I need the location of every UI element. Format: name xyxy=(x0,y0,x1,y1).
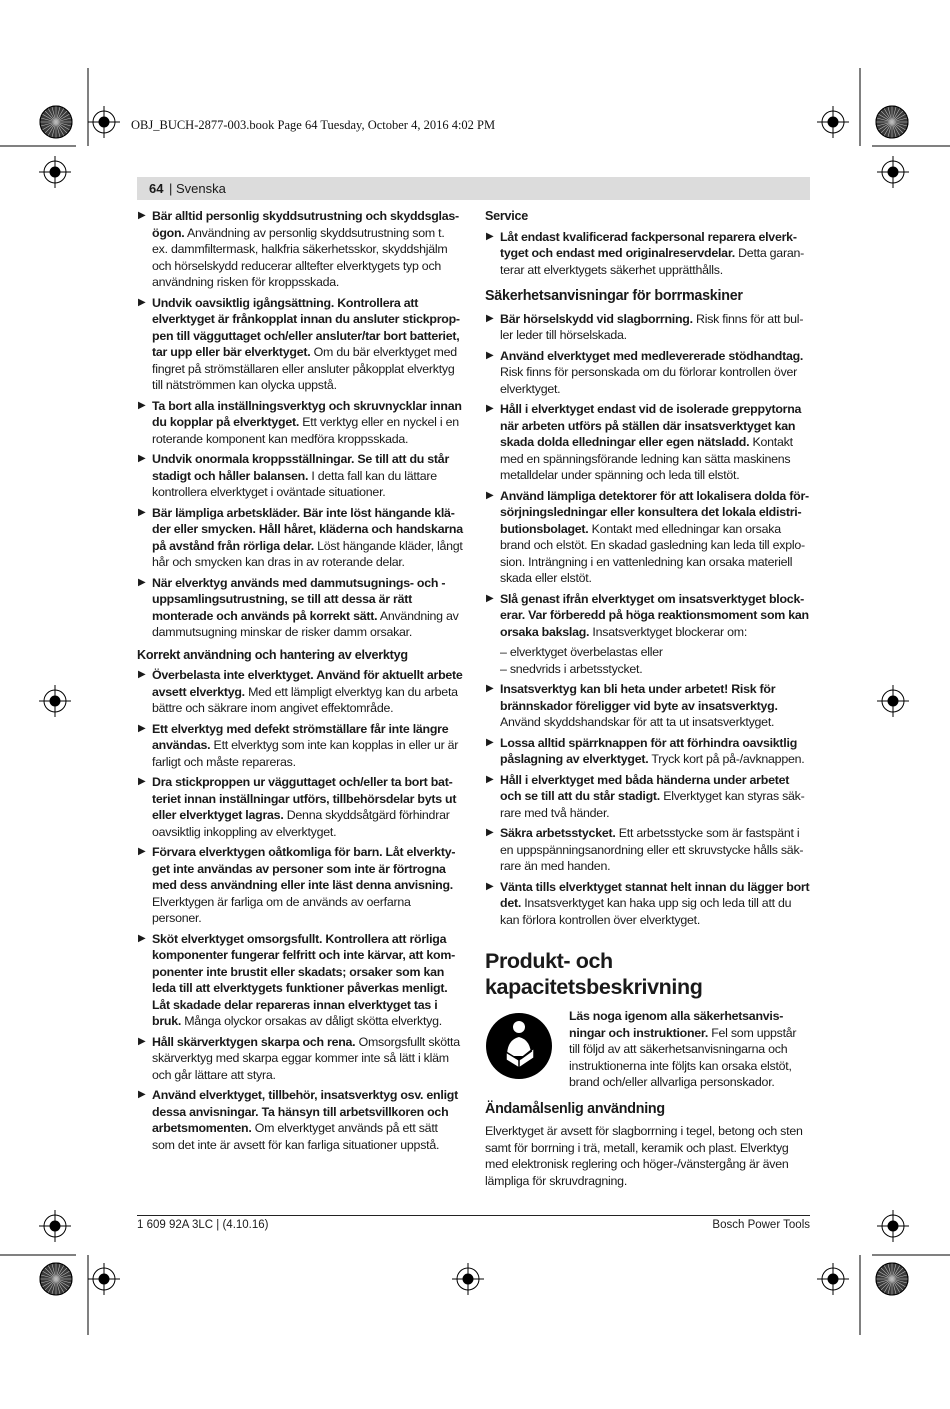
color-target-icon xyxy=(876,1263,908,1295)
drill-list-2 xyxy=(485,681,810,928)
list-item xyxy=(485,772,810,822)
list-item xyxy=(485,229,810,279)
bullet-triangle-icon: ▶ xyxy=(138,722,146,734)
list-item xyxy=(137,774,463,840)
service-heading: Service xyxy=(485,209,529,223)
page-number: 64 xyxy=(149,181,164,196)
item-bold-text: Ett elverktyg med defekt strömställare får inte längre användas. xyxy=(152,721,449,752)
bullet-triangle-icon: ▶ xyxy=(486,880,494,892)
item-text: Ett elverktyg som inte kan kopplas in eller ur är farligt och måste repareras. xyxy=(152,738,459,769)
list-item xyxy=(137,208,463,291)
item-bold-text: När elverktyg används med dammutsugnings- och -uppsamlingsutrustning, se till att dessa är rätt monterade och används på korrekt sätt. xyxy=(152,575,446,623)
registration-mark-icon xyxy=(39,1210,71,1242)
product-description-heading: Produkt- och kapacitetsbeskrivning xyxy=(485,949,703,999)
read-manual-icon xyxy=(485,1012,553,1080)
intended-use-text: Elverktyget är avsett för slagborrning i tegel, betong och sten samt för borrning i trä, metall, keramik och plast. Elverktyg med elektronisk reglering och höger-/vänstergång är även lämpliga för skruvdragning. xyxy=(485,1124,803,1188)
item-text: Använd skyddshandskar för att ta ut insatsverktyget. xyxy=(500,715,775,729)
list-item xyxy=(137,721,463,771)
registration-mark-icon xyxy=(877,1210,909,1242)
item-text: Elverktygen är farliga om de används av oerfarna personer. xyxy=(152,894,411,925)
drill-list-1 xyxy=(485,311,810,641)
item-text: Elverktyget kan styras säkrare med två händer. xyxy=(500,789,805,820)
color-target-icon xyxy=(876,106,908,138)
item-text: Omsorgsfullt skötta skärverktyg med skarpa eggar kommer inte så lätt i kläm och går lättare att styra. xyxy=(152,1034,460,1082)
item-bold-text: Överbelasta inte elverktyget. Använd för aktuellt arbete avsett elverktyg. xyxy=(152,668,463,699)
list-item xyxy=(485,311,810,344)
safety-list-2 xyxy=(137,667,463,1153)
list-item xyxy=(137,931,463,1030)
list-item xyxy=(485,879,810,929)
registration-mark-icon xyxy=(877,685,909,717)
bullet-triangle-icon: ▶ xyxy=(138,1089,146,1100)
item-text: Kontakt med en spänningsförande ledning kan sätta maskinens metalldelar under spänning och leda till elstöt. xyxy=(500,435,793,482)
bullet-triangle-icon: ▶ xyxy=(138,399,146,411)
item-text: Om du bär elverktyget med fingret på strömställaren eller ansluter påkopplat elverktyg till nätströmmen kan olycka uppstå. xyxy=(152,345,457,392)
color-target-icon xyxy=(40,1263,72,1295)
left-column xyxy=(137,208,463,1157)
item-bold-text: Lossa alltid spärrknappen för att förhindra oavsiktlig påslagning av elverktyget. xyxy=(500,735,798,766)
bullet-triangle-icon: ▶ xyxy=(486,349,494,361)
item-bold-text: Bär hörselskydd vid slagborrning. xyxy=(500,311,693,326)
item-text: Många olyckor orsakas av dåligt skötta elverktyg. xyxy=(181,1014,442,1028)
item-bold-text: Slå genast ifrån elverktyget om insatsverktyget blockerar. Var förberedd på höga reaktionsmoment som kan orsaka bakslag. xyxy=(500,591,809,639)
item-text: Detta garanterar att elverktygets säkerhet upprätthålls. xyxy=(500,246,805,277)
item-bold-text: Använd elverktyget, tillbehör, insatsverktyg osv. enligt dessa anvisningar. Ta hänsyn till arbetsvillkoren och arbetsmomenten. xyxy=(152,1088,458,1135)
item-bold-text: Använd elverktyget med medlevererade stödhandtag. xyxy=(500,348,804,363)
list-item xyxy=(137,295,463,394)
item-bold-text: Undvik oavsiktlig igångsättning. Kontrollera att elverktyget är frånkopplat innan du ansluter stickproppen till vägguttaget och/eller ansluter/tar bort batteriet, tar upp eller bär elverktyget. xyxy=(152,295,461,359)
list-item xyxy=(137,451,463,501)
item-bold-text: Säkra arbetsstycket. xyxy=(500,826,616,840)
footer-brand: Bosch Power Tools xyxy=(712,1219,810,1231)
list-item xyxy=(137,1087,463,1153)
list-item xyxy=(137,667,463,717)
list-item xyxy=(485,348,810,398)
item-bold-text: Undvik onormala kroppsställningar. Se till att du står stadigt och håller balansen. xyxy=(152,452,450,483)
bullet-triangle-icon: ▶ xyxy=(138,506,146,518)
bullet-triangle-icon: ▶ xyxy=(138,846,146,857)
list-item xyxy=(137,575,463,641)
item-bold-text: Bär alltid personlig skyddsutrustning och skyddsglasögon. xyxy=(152,209,460,240)
color-target-icon xyxy=(40,106,72,138)
read-manual-block xyxy=(485,1008,810,1091)
item-text: Denna skyddsåtgärd förhindrar oavsiktlig inkoppling av elverktyget. xyxy=(152,808,450,839)
item-bold-text: Håll skärverktygen skarpa och rena. xyxy=(152,1034,356,1049)
bullet-triangle-icon: ▶ xyxy=(486,489,494,501)
item-bold-text: Bär lämpliga arbetskläder. Bär inte löst hängande kläder eller smycken. Håll håret, kläderna och handskarna på avstånd från rörliga delar. xyxy=(152,505,463,553)
item-bold-text: Sköt elverktyget omsorgsfullt. Kontrollera att rörliga komponenter fungerar felfritt och inte kärvar, att komponenter inte brustit eller skadats; orsaker som kan leda till att elverktygets funktioner påverkas menligt. Låt skadade delar repareras innan elverktyget tas i bruk. xyxy=(152,931,456,1028)
page-header-band xyxy=(137,177,810,200)
print-header: OBJ_BUCH-2877-003.book Page 64 Tuesday, October 4, 2016 4:02 PM xyxy=(131,118,496,132)
bullet-triangle-icon: ▶ xyxy=(486,403,494,414)
right-column xyxy=(485,208,810,1189)
footer-code: 1 609 92A 3LC | (4.10.16) xyxy=(137,1219,269,1231)
bullet-triangle-icon: ▶ xyxy=(138,776,146,787)
registration-mark-icon xyxy=(452,1263,484,1295)
list-item xyxy=(137,1034,463,1084)
item-bold-text: Låt endast kvalificerad fackpersonal reparera elverktyget och endast med originalreservdelar. xyxy=(500,229,797,260)
item-text: Risk finns för personskada om du förlorar kontrollen över elverktyget. xyxy=(500,365,798,396)
dash-line-1: – elverktyget överbelastas eller xyxy=(500,645,663,659)
registration-mark-icon xyxy=(39,156,71,188)
registration-mark-icon xyxy=(39,685,71,717)
registration-mark-icon xyxy=(817,1263,849,1295)
item-text: Kontakt med elledningar kan orsaka brand och elstöt. En skadad gasledning kan leda till explosion. Inträngning i en vattenledning kan orsaka materiell skada eller elstöt. xyxy=(500,521,806,585)
item-bold-text: Använd lämpliga detektorer för att lokalisera dolda försörjningsledningar eller konsultera det lokala eldistributionsbolaget. xyxy=(500,488,810,536)
bullet-triangle-icon: ▶ xyxy=(138,210,146,221)
item-bold-text: Håll i elverktyget endast vid de isolerade greppytorna när arbeten utförs på ställen där insatsverktyget kan skada dolda elledningar eller egen nätsladd. xyxy=(500,402,802,449)
bullet-triangle-icon: ▶ xyxy=(138,669,146,680)
bullet-triangle-icon: ▶ xyxy=(138,453,146,464)
bullet-triangle-icon: ▶ xyxy=(486,736,494,748)
bullet-triangle-icon: ▶ xyxy=(138,576,146,588)
footer-rule xyxy=(137,1215,810,1216)
safety-list-1 xyxy=(137,208,463,641)
list-item xyxy=(485,488,810,587)
bullet-triangle-icon: ▶ xyxy=(138,296,146,308)
item-bold-text: Håll i elverktyget med båda händerna under arbetet och se till att du står stadigt. xyxy=(500,772,790,803)
item-text: Användning av personlig skyddsutrustning som t. ex. dammfiltermask, halkfria säkerhetsskor, skyddshjälm och hörselskydd reducerar alltefter elverktygets typ och användning risken för kroppsskada. xyxy=(152,225,448,289)
read-manual-text: Fel som uppstår till följd av att säkerhetsanvisningarna och instruktionerna inte följts kan orsaka elstöt, brand och/eller allvarliga personskador. xyxy=(569,1025,797,1089)
item-text: Om elverktyget används på ett sätt som det inte är avsett för kan farliga situationer uppstå. xyxy=(152,1121,440,1152)
item-text: Risk finns för att buller leder till hörselskada. xyxy=(500,311,804,342)
list-item xyxy=(137,398,463,448)
item-bold-text: Förvara elverktygen oåtkomliga för barn. Låt elverktyget inte användas av personer som inte är förtrogna med dess användning eller inte läst denna anvisning. xyxy=(152,845,456,892)
registration-mark-icon xyxy=(817,106,849,138)
dash-line-2: – snedvrids i arbetsstycket. xyxy=(500,661,643,676)
registration-mark-icon xyxy=(88,1263,120,1295)
bullet-triangle-icon: ▶ xyxy=(486,773,494,785)
item-text: I detta fall kan du lättare kontrollera elverktyget i oväntade situationer. xyxy=(152,468,437,499)
item-text: Löst hängande kläder, långt hår och smycken kan dras in av roterande delar. xyxy=(152,538,463,569)
list-item xyxy=(485,735,810,768)
bullet-triangle-icon: ▶ xyxy=(486,683,494,694)
list-item xyxy=(485,681,810,731)
drill-safety-heading: Säkerhetsanvisningar för borrmaskiner xyxy=(485,288,743,304)
list-item xyxy=(137,844,463,927)
item-text: Tryck kort på på-/avknappen. xyxy=(648,752,805,766)
correct-use-heading: Korrekt användning och hantering av elverktyg xyxy=(137,647,408,662)
read-manual-bold: Läs noga igenom alla säkerhetsanvisningar och instruktioner. xyxy=(569,1009,784,1040)
item-text: Med ett lämpligt elverktyg kan du arbeta bättre och säkrare inom angivet effektområde. xyxy=(152,684,458,715)
bullet-triangle-icon: ▶ xyxy=(486,827,494,838)
item-text: Insatsverktyget blockerar om: xyxy=(589,624,748,639)
bullet-triangle-icon: ▶ xyxy=(138,932,146,944)
registration-mark-icon xyxy=(877,156,909,188)
item-bold-text: Vänta tills elverktyget stannat helt innan du lägger bort det. xyxy=(500,879,810,910)
item-text: Ett arbetsstycke som är fastspänt i en uppspänningsanordning eller ett skruvstycke hålls säkrare än med handen. xyxy=(500,826,804,873)
list-item xyxy=(485,401,810,484)
item-bold-text: Dra stickproppen ur vägguttaget och/eller ta bort batteriet innan inställningar utförs, tillbehörsdelar byts ut eller elverktyget lagras. xyxy=(152,775,457,822)
bullet-triangle-icon: ▶ xyxy=(486,312,494,324)
page-language: | Svenska xyxy=(169,181,226,196)
bullet-triangle-icon: ▶ xyxy=(486,592,494,604)
service-list xyxy=(485,229,810,279)
list-item xyxy=(485,591,810,641)
item-text: Ett verktyg eller en nyckel i en roterande komponent kan medföra kroppsskada. xyxy=(152,415,459,446)
list-item xyxy=(137,505,463,571)
bullet-triangle-icon: ▶ xyxy=(486,230,494,242)
list-item xyxy=(485,825,810,875)
registration-mark-icon xyxy=(88,106,120,138)
item-text: Insatsverktyget kan haka upp sig och leda till att du kan förlora kontrollen över elverktyget. xyxy=(500,896,792,927)
item-text: Användning av dammutsugning minskar de risker damm orsakar. xyxy=(152,608,459,639)
item-bold-text: Insatsverktyg kan bli heta under arbetet! Risk för brännskador föreligger vid byte av insatsverktyg. xyxy=(500,682,778,713)
item-bold-text: Ta bort alla inställningsverktyg och skruvnycklar innan du kopplar på elverktyget. xyxy=(152,398,462,429)
bullet-triangle-icon: ▶ xyxy=(138,1035,146,1047)
intended-use-heading: Ändamålsenlig användning xyxy=(485,1100,665,1117)
